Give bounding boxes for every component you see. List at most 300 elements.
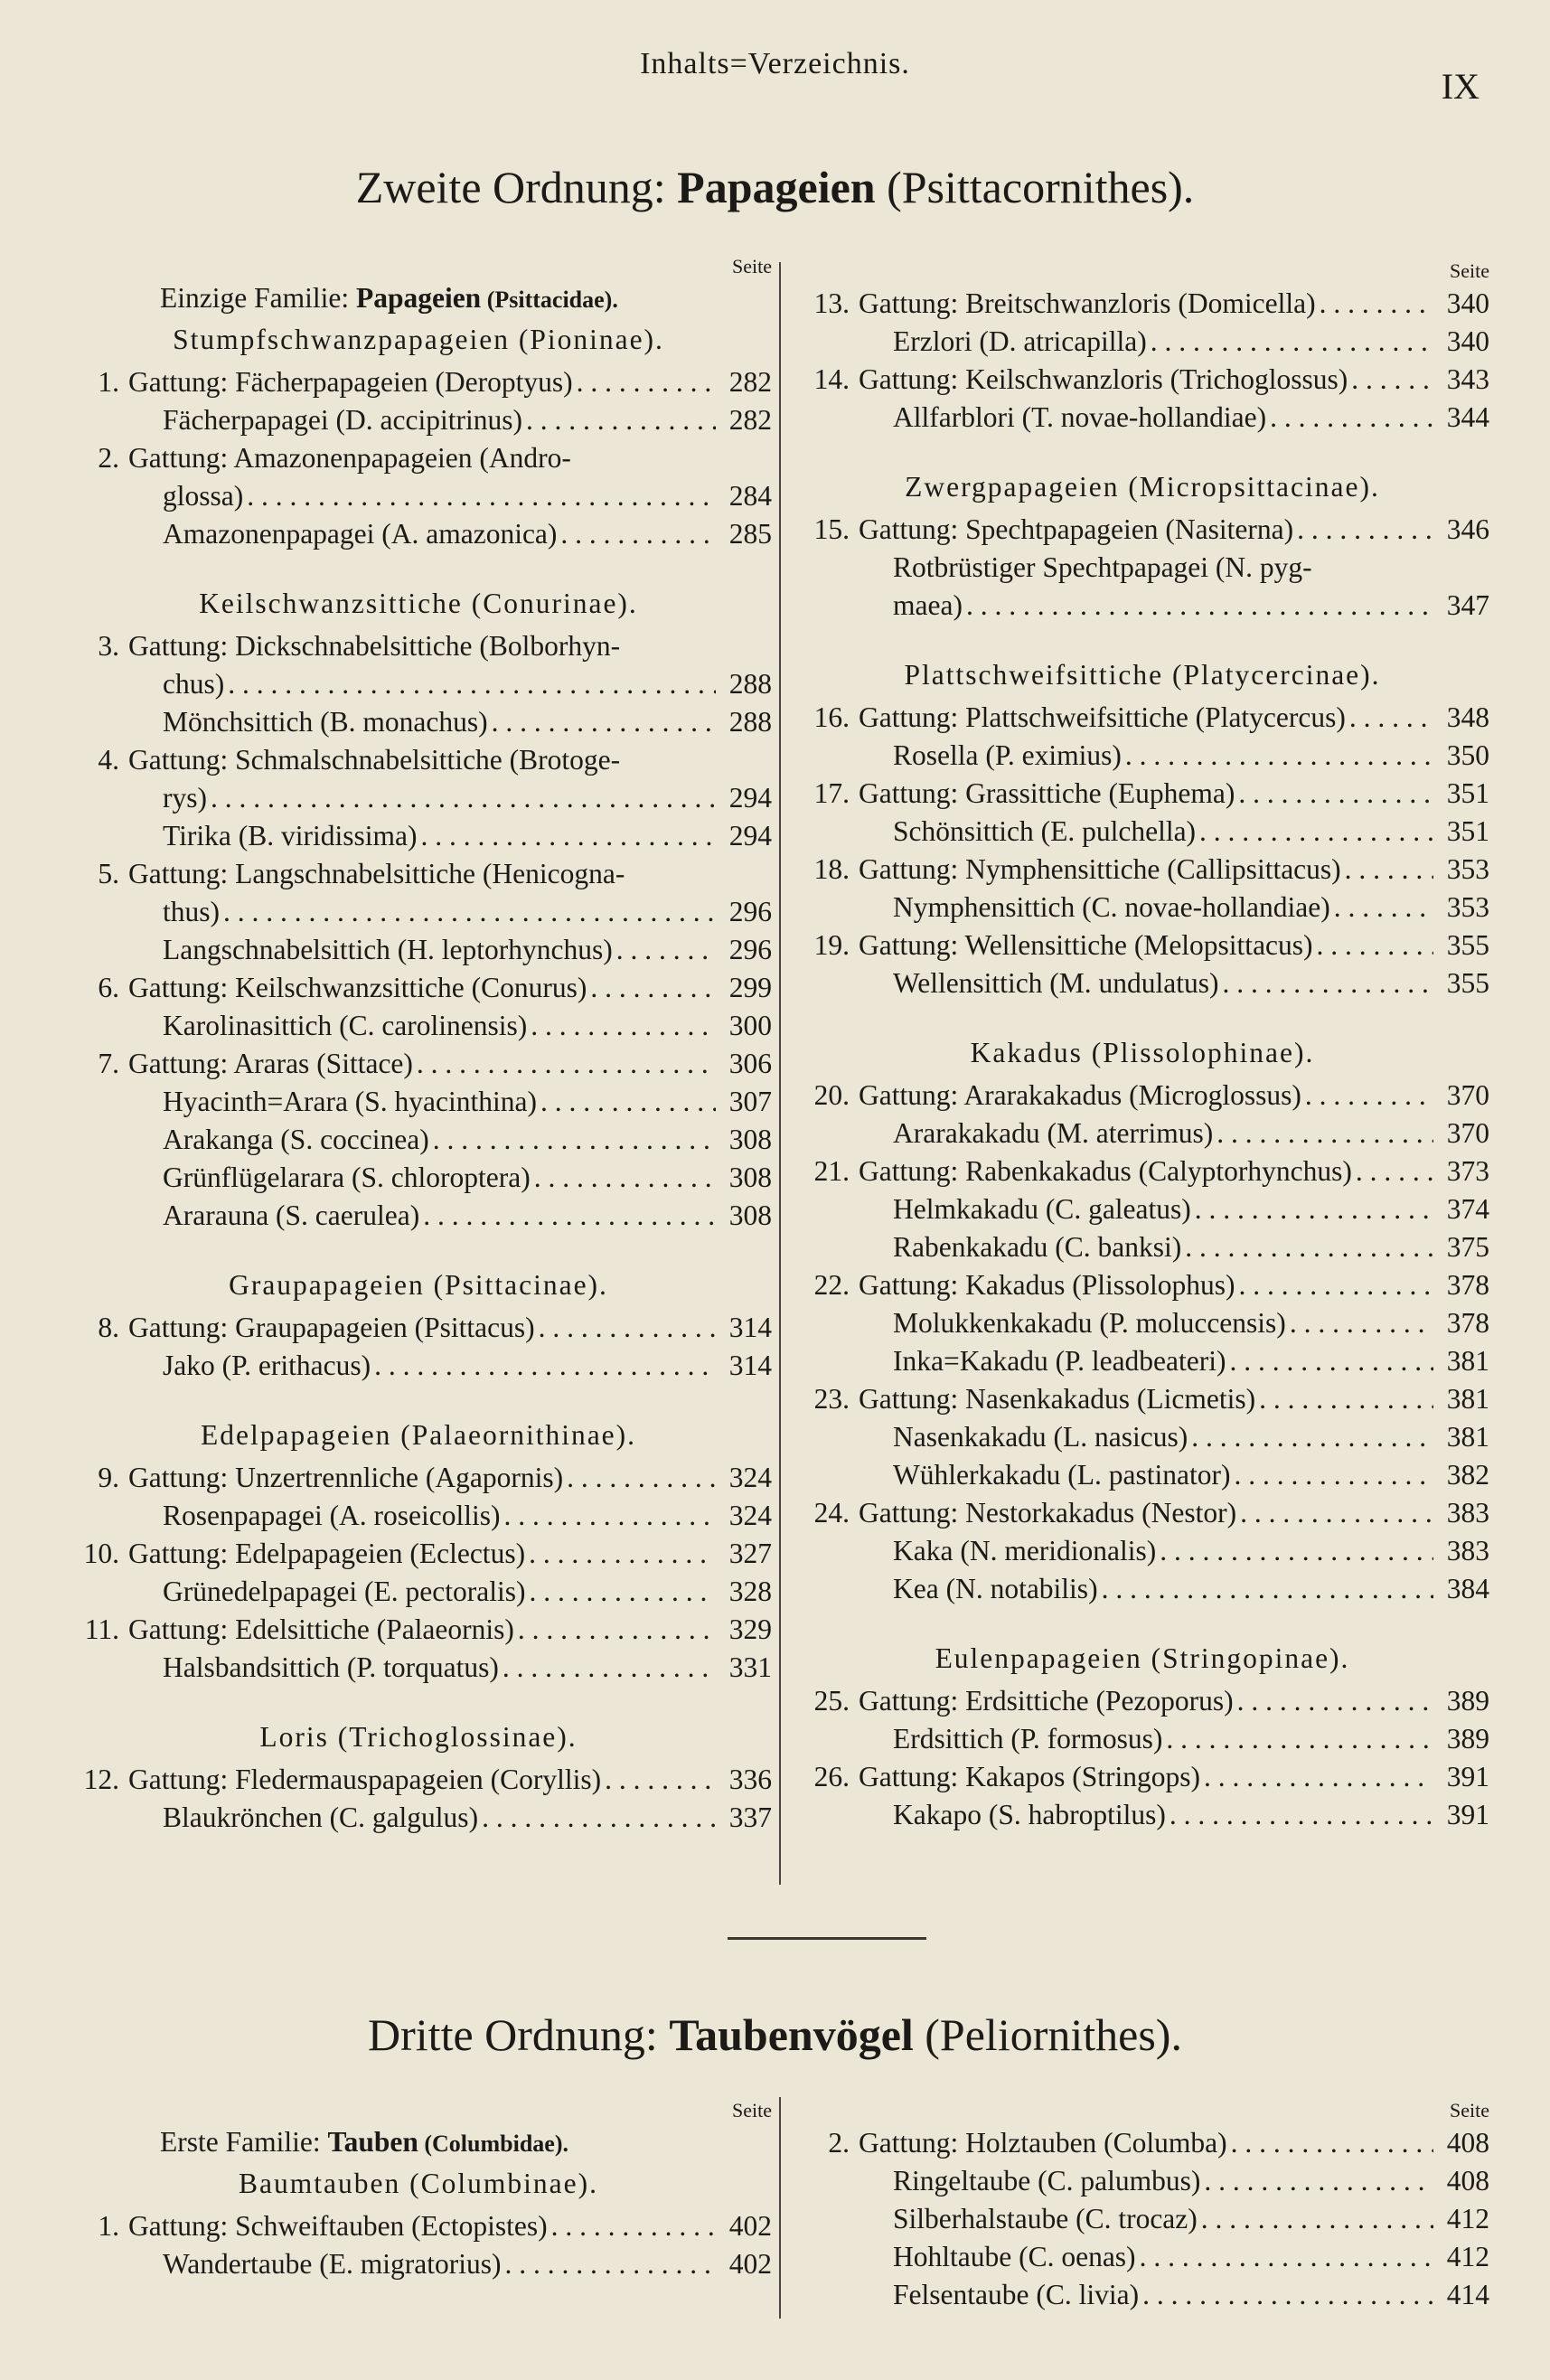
- species-entry: [65, 515, 772, 553]
- entry-text: Wühlerkakadu (L. pastinator): [893, 1459, 1231, 1491]
- page-ref: 355: [1446, 967, 1489, 999]
- page-ref: 381: [1446, 1383, 1489, 1415]
- order-2-title-latin: (Psittacornithes).: [875, 162, 1195, 212]
- species-entry: [795, 1720, 1489, 1758]
- species-entry: [795, 1418, 1489, 1456]
- entry-text: glossa): [163, 480, 244, 512]
- running-head: Inhalts=Verzeichnis.: [640, 47, 910, 80]
- page-ref: 300: [728, 1010, 772, 1041]
- dot-leader: [1297, 511, 1433, 549]
- species-entry: [65, 1197, 772, 1235]
- species-entry: [65, 1083, 772, 1121]
- genus-number: 8.: [98, 1312, 119, 1343]
- genus-number: 7.: [98, 1048, 119, 1079]
- entry-text: Arakanga (S. coccinea): [163, 1124, 429, 1155]
- entry-text: Erzlori (D. atricapilla): [893, 325, 1147, 357]
- genus-number: 23.: [813, 1383, 850, 1415]
- species-entry: [65, 401, 772, 439]
- entry-text: Ararakakadu (M. aterrimus): [893, 1117, 1214, 1149]
- section-divider-rule: [728, 1937, 926, 1940]
- dot-leader: [1320, 285, 1433, 323]
- page-ref: 288: [728, 668, 772, 700]
- entry-text: maea): [893, 589, 963, 621]
- dot-leader: [1102, 1570, 1433, 1608]
- dot-leader: [417, 1045, 716, 1083]
- dot-leader: [1334, 889, 1433, 927]
- page-ref: 329: [728, 1613, 772, 1645]
- dot-leader: [1290, 1304, 1433, 1342]
- genus-number: 24.: [813, 1497, 850, 1529]
- entry-text: Inka=Kakadu (P. leadbeateri): [893, 1345, 1226, 1377]
- page-ref: 324: [728, 1500, 772, 1531]
- subfamily-heading: Graupapageien (Psittacinae).: [229, 1269, 608, 1301]
- page-ref: 328: [728, 1576, 772, 1607]
- species-entry: [65, 1497, 772, 1535]
- page-number: IX: [1441, 66, 1480, 107]
- page-ref: 408: [1446, 2165, 1489, 2197]
- genus-number: 2.: [98, 442, 119, 474]
- genus-number: 11.: [84, 1613, 119, 1645]
- subfamily-heading: Kakadus (Plissolophinae).: [970, 1037, 1315, 1068]
- entry-text: Erdsittich (P. formosus): [893, 1723, 1163, 1754]
- dot-leader: [1234, 1456, 1433, 1494]
- genus-entry: [65, 439, 772, 477]
- page-ref: 370: [1446, 1117, 1489, 1149]
- family-heading: [65, 2124, 772, 2160]
- entry-text: rys): [163, 782, 207, 814]
- page-ref: 340: [1446, 287, 1489, 319]
- subfamily-heading: Plattschweifsittiche (Platycercinae).: [904, 659, 1381, 691]
- species-entry: [795, 1532, 1489, 1570]
- dot-leader: [560, 515, 716, 553]
- order-2-title: [0, 161, 1550, 213]
- dot-leader: [1229, 1342, 1433, 1380]
- page-ref: 299: [728, 972, 772, 1003]
- dot-leader: [518, 1611, 716, 1649]
- genus-number: 21.: [813, 1155, 850, 1187]
- species-entry: [65, 1573, 772, 1611]
- genus-entry: [795, 1758, 1489, 1796]
- entry-text: Gattung: Nasenkakadus (Licmetis): [859, 1383, 1256, 1415]
- entry-text: Gattung: Breitschwanzloris (Domicella): [859, 287, 1316, 319]
- page-ref: 344: [1446, 401, 1489, 433]
- page-ref: 383: [1446, 1535, 1489, 1566]
- species-entry: [795, 2276, 1489, 2314]
- genus-number: 20.: [813, 1079, 850, 1111]
- genus-number: 13.: [813, 287, 850, 319]
- page-ref: 402: [728, 2210, 772, 2242]
- dot-leader: [567, 1459, 716, 1497]
- entry-text: Gattung: Kakapos (Stringops): [859, 1761, 1200, 1792]
- page-ref: 294: [728, 820, 772, 851]
- genus-number: 9.: [98, 1462, 119, 1493]
- entry-text: Gattung: Keilschwanzsittiche (Conurus): [128, 972, 587, 1003]
- entry-text: Gattung: Fledermauspapageien (Coryllis): [128, 1764, 602, 1795]
- species-entry: [795, 323, 1489, 361]
- dot-leader: [1223, 964, 1433, 1002]
- dot-leader: [1204, 2162, 1433, 2200]
- entry-text: Silberhalstaube (C. trocaz): [893, 2203, 1198, 2234]
- dot-leader: [482, 1799, 716, 1837]
- continuation-line: [795, 587, 1489, 625]
- genus-number: 22.: [813, 1269, 850, 1301]
- dot-leader: [1160, 1532, 1433, 1570]
- entry-text: Helmkakadu (C. galeatus): [893, 1193, 1191, 1225]
- entry-text: Gattung: Keilschwanzloris (Trichoglossus): [859, 363, 1348, 395]
- species-entry: [795, 964, 1489, 1002]
- page-ref: 389: [1446, 1723, 1489, 1754]
- genus-entry: [795, 1494, 1489, 1532]
- entry-text: Mönchsittich (B. monachus): [163, 706, 488, 738]
- dot-leader: [1170, 1796, 1433, 1834]
- page-ref: 378: [1446, 1307, 1489, 1339]
- entry-text: Gattung: Kakadus (Plissolophus): [859, 1269, 1235, 1301]
- dot-leader: [1199, 813, 1433, 851]
- order-2-left-column: [65, 253, 772, 1837]
- page-ref: 408: [1446, 2127, 1489, 2159]
- page-ref: 314: [728, 1350, 772, 1381]
- entry-text: Gattung: Rabenkakadus (Calyptorhynchus): [859, 1155, 1352, 1187]
- entry-text: Allfarblori (T. novae-hollandiae): [893, 401, 1267, 433]
- genus-number: 16.: [813, 701, 850, 733]
- genus-entry: [65, 969, 772, 1007]
- page-ref: 314: [728, 1312, 772, 1343]
- order-2-title-prefix: Zweite Ordnung:: [355, 162, 678, 212]
- subfamily-heading: Zwergpapageien (Micropsittacinae).: [905, 471, 1380, 503]
- species-entry: [795, 1342, 1489, 1380]
- family-prefix: Einzige Familie:: [160, 282, 356, 314]
- entry-text: Gattung: Wellensittiche (Melopsittacus): [859, 929, 1313, 961]
- dot-leader: [1317, 927, 1433, 964]
- page-ref: 351: [1446, 777, 1489, 809]
- dot-leader: [1151, 323, 1433, 361]
- order-3-title-latin: (Peliornithes).: [913, 2009, 1182, 2060]
- species-entry: [795, 1115, 1489, 1152]
- page-ref: 343: [1446, 363, 1489, 395]
- genus-entry: [795, 511, 1489, 549]
- page-ref: 375: [1446, 1231, 1489, 1263]
- page-ref: 412: [1446, 2241, 1489, 2272]
- subfamily-heading: Eulenpapageien (Stringopinae).: [935, 1642, 1350, 1674]
- page-ref: 340: [1446, 325, 1489, 357]
- genus-entry: [65, 1535, 772, 1573]
- order-2-title-main: Papageien: [677, 162, 876, 212]
- dot-leader: [539, 1309, 716, 1347]
- dot-leader: [534, 1159, 716, 1197]
- entry-text: Gattung: Edelsittiche (Palaeornis): [128, 1613, 514, 1645]
- page-ref: 378: [1446, 1269, 1489, 1301]
- genus-entry: [65, 855, 772, 893]
- species-entry: [795, 2238, 1489, 2276]
- entry-text: Gattung: Nestorkakadus (Nestor): [859, 1497, 1237, 1529]
- entry-text: Gattung: Spechtpapageien (Nasiterna): [859, 513, 1294, 545]
- genus-number: 6.: [98, 972, 119, 1003]
- order-3-left-column: [65, 2097, 772, 2283]
- subfamily-heading: Stumpfschwanzpapageien (Pioninae).: [173, 324, 664, 355]
- entry-text: Gattung: Edelpapageien (Eclectus): [128, 1538, 526, 1569]
- dot-leader: [423, 1197, 716, 1235]
- dot-leader: [1195, 1190, 1433, 1228]
- seite-label: Seite: [732, 2099, 772, 2121]
- page-ref: 412: [1446, 2203, 1489, 2234]
- entry-text: Molukkenkakadu (P. moluccensis): [893, 1307, 1286, 1339]
- page-ref: 324: [728, 1462, 772, 1493]
- entry-text: Schönsittich (E. pulchella): [893, 815, 1197, 847]
- genus-number: 25.: [813, 1685, 850, 1717]
- page-ref: 351: [1446, 815, 1489, 847]
- continuation-line: [65, 477, 772, 515]
- page-ref: 331: [728, 1651, 772, 1683]
- genus-number: 4.: [98, 744, 119, 776]
- genus-number: 15.: [813, 513, 850, 545]
- entry-text: Gattung: Ararakakadus (Microglossus): [859, 1079, 1301, 1111]
- dot-leader: [1356, 1152, 1433, 1190]
- dot-leader: [605, 1761, 716, 1799]
- page-ref: 347: [1446, 589, 1489, 621]
- page-ref: 381: [1446, 1421, 1489, 1453]
- genus-number: 5.: [98, 858, 119, 889]
- dot-leader: [504, 1497, 716, 1535]
- entry-text: Jako (P. erithacus): [163, 1350, 371, 1381]
- page-ref: 402: [728, 2248, 772, 2280]
- entry-text: Gattung: Schmalschnabelsittiche (Brotoge-: [128, 744, 621, 776]
- page-ref: 336: [728, 1764, 772, 1795]
- dot-leader: [1204, 1758, 1433, 1796]
- dot-leader: [1231, 2124, 1433, 2162]
- species-entry: [795, 737, 1489, 775]
- column-divider-lower: [779, 2097, 781, 2319]
- entry-text: Gattung: Unzertrennliche (Agapornis): [128, 1462, 564, 1493]
- genus-number: 12.: [83, 1764, 119, 1795]
- genus-entry: [795, 775, 1489, 813]
- continuation-line: [65, 779, 772, 817]
- page-ref: 350: [1446, 739, 1489, 771]
- page-ref: 282: [728, 366, 772, 398]
- dot-leader: [1185, 1228, 1433, 1266]
- subfamily-heading: Baumtauben (Columbinae).: [239, 2168, 598, 2199]
- species-entry: [65, 1121, 772, 1159]
- species-entry: [65, 1159, 772, 1197]
- entry-text: Gattung: Grassittiche (Euphema): [859, 777, 1235, 809]
- dot-leader: [420, 817, 716, 855]
- page-ref: 391: [1446, 1761, 1489, 1792]
- subfamily-heading: Keilschwanzsittiche (Conurinae).: [199, 588, 638, 619]
- subfamily-heading: Edelpapageien (Palaeornithinae).: [200, 1419, 637, 1451]
- family-name: Tauben: [327, 2126, 418, 2158]
- page-ref: 384: [1446, 1573, 1489, 1604]
- page-ref: 306: [728, 1048, 772, 1079]
- order-3-title-prefix: Dritte Ordnung:: [368, 2009, 670, 2060]
- genus-entry: [65, 2207, 772, 2245]
- family-heading: [65, 280, 772, 316]
- page-ref: 381: [1446, 1345, 1489, 1377]
- genus-number: 1.: [98, 366, 119, 398]
- genus-number: 3.: [98, 630, 119, 662]
- entry-text: Rabenkakadu (C. banksi): [893, 1231, 1182, 1263]
- dot-leader: [492, 703, 716, 741]
- entry-text: Karolinasittich (C. carolinensis): [163, 1010, 528, 1041]
- entry-text: Amazonenpapagei (A. amazonica): [163, 518, 558, 550]
- dot-leader: [1238, 775, 1433, 813]
- genus-number: 2.: [828, 2127, 850, 2159]
- entry-text: Rotbrüstiger Spechtpapagei (N. pyg-: [893, 551, 1312, 583]
- species-entry: [65, 931, 772, 969]
- entry-text: Kea (N. notabilis): [893, 1573, 1098, 1604]
- entry-text: Ararauna (S. caerulea): [163, 1199, 420, 1231]
- genus-number: 10.: [83, 1538, 119, 1569]
- genus-entry: [795, 699, 1489, 737]
- entry-text: Kaka (N. meridionalis): [893, 1535, 1157, 1566]
- dot-leader: [1166, 1720, 1433, 1758]
- entry-text: Gattung: Araras (Sittace): [128, 1048, 413, 1079]
- page-ref: 370: [1446, 1079, 1489, 1111]
- entry-text: Wandertaube (E. migratorius): [163, 2248, 502, 2280]
- dot-leader: [1201, 2200, 1433, 2238]
- genus-entry: [795, 1152, 1489, 1190]
- species-entry: [795, 889, 1489, 927]
- order-3-title-main: Taubenvögel: [669, 2009, 914, 2060]
- page-ref: 383: [1446, 1497, 1489, 1529]
- species-entry: [65, 703, 772, 741]
- species-entry: [795, 1796, 1489, 1834]
- entry-text: Gattung: Langschnabelsittiche (Henicogna-: [128, 858, 625, 889]
- dot-leader: [551, 2207, 716, 2245]
- dot-leader: [504, 2245, 716, 2283]
- entry-text: Gattung: Schweiftauben (Ectopistes): [128, 2210, 548, 2242]
- dot-leader: [526, 401, 716, 439]
- entry-text: Grünflügelarara (S. chloroptera): [163, 1162, 531, 1193]
- genus-entry: [65, 1309, 772, 1347]
- dot-leader: [1191, 1418, 1433, 1456]
- order-2-right-column: [795, 258, 1489, 1834]
- entry-text: Gattung: Holztauben (Columba): [859, 2127, 1227, 2159]
- entry-text: Gattung: Erdsittiche (Pezoporus): [859, 1685, 1234, 1717]
- species-entry: [795, 399, 1489, 437]
- dot-leader: [590, 969, 716, 1007]
- dot-leader: [1125, 737, 1433, 775]
- entry-text: Hohltaube (C. oenas): [893, 2241, 1136, 2272]
- species-entry: [65, 2245, 772, 2283]
- page-ref: 282: [728, 404, 772, 436]
- page-ref: 373: [1446, 1155, 1489, 1187]
- genus-number: 14.: [813, 363, 850, 395]
- dot-leader: [1237, 1682, 1433, 1720]
- dot-leader: [577, 363, 716, 401]
- genus-entry: [65, 1459, 772, 1497]
- dot-leader: [228, 665, 716, 703]
- entry-text: Kakapo (S. habroptilus): [893, 1799, 1166, 1830]
- dot-leader: [529, 1535, 716, 1573]
- species-entry: [795, 1304, 1489, 1342]
- species-entry: [795, 1570, 1489, 1608]
- dot-leader: [374, 1347, 716, 1385]
- species-entry: [795, 1228, 1489, 1266]
- page-ref: 296: [728, 896, 772, 927]
- continuation-line: [65, 665, 772, 703]
- page-ref: 382: [1446, 1459, 1489, 1491]
- page-ref: 374: [1446, 1193, 1489, 1225]
- species-entry: [65, 817, 772, 855]
- genus-entry: [65, 1761, 772, 1799]
- species-entry: [795, 813, 1489, 851]
- genus-number: 26.: [813, 1761, 850, 1792]
- page-ref: 391: [1446, 1799, 1489, 1830]
- page-ref: 327: [728, 1538, 772, 1569]
- dot-leader: [529, 1573, 716, 1611]
- entry-text: Hyacinth=Arara (S. hyacinthina): [163, 1086, 537, 1117]
- page-ref: 294: [728, 782, 772, 814]
- family-latin: (Psittacidae).: [481, 287, 618, 313]
- species-entry: [65, 1799, 772, 1837]
- genus-entry: [795, 1077, 1489, 1115]
- genus-entry: [65, 363, 772, 401]
- page-ref: 288: [728, 706, 772, 738]
- genus-number: 18.: [813, 853, 850, 885]
- entry-text: Gattung: Graupapageien (Psittacus): [128, 1312, 535, 1343]
- genus-entry: [65, 627, 772, 665]
- entry-text: Gattung: Nymphensittiche (Callipsittacus): [859, 853, 1341, 885]
- entry-text: Rosenpapagei (A. roseicollis): [163, 1500, 501, 1531]
- page-ref: 307: [728, 1086, 772, 1117]
- dot-leader: [966, 587, 1433, 625]
- dot-leader: [433, 1121, 716, 1159]
- genus-entry: [795, 1682, 1489, 1720]
- genus-entry: [65, 741, 772, 779]
- entry-text: Blaukrönchen (C. galgulus): [163, 1801, 479, 1833]
- dot-leader: [1305, 1077, 1433, 1115]
- subfamily-heading: Loris (Trichoglossinae).: [259, 1721, 578, 1753]
- genus-entry: [65, 1611, 772, 1649]
- dot-leader: [1140, 2238, 1433, 2276]
- genus-entry: [795, 2124, 1489, 2162]
- page-ref: 346: [1446, 513, 1489, 545]
- genus-entry: [795, 927, 1489, 964]
- entry-text: Ringeltaube (C. palumbus): [893, 2165, 1201, 2197]
- dot-leader: [211, 779, 716, 817]
- dot-leader: [1238, 1266, 1433, 1304]
- entry-text: Tirika (B. viridissima): [163, 820, 418, 851]
- page-ref: 296: [728, 934, 772, 965]
- entry-text: Gattung: Fächerpapageien (Deroptyus): [128, 366, 573, 398]
- dot-leader: [531, 1007, 716, 1045]
- dot-leader: [1240, 1494, 1433, 1532]
- dot-leader: [1351, 361, 1433, 399]
- page-ref: 285: [728, 518, 772, 550]
- entry-text: Langschnabelsittich (H. leptorhynchus): [163, 934, 613, 965]
- dot-leader: [1270, 399, 1433, 437]
- genus-number: 17.: [813, 777, 850, 809]
- entry-text: chus): [163, 668, 225, 700]
- genus-number: 1.: [98, 2210, 119, 2242]
- entry-text: thus): [163, 896, 220, 927]
- dot-leader: [540, 1083, 716, 1121]
- dot-leader: [616, 931, 716, 969]
- genus-entry: [65, 1045, 772, 1083]
- species-entry: [795, 1190, 1489, 1228]
- order-3-title: [0, 2008, 1550, 2061]
- continuation-line: [65, 893, 772, 931]
- entry-text: Felsentaube (C. livia): [893, 2279, 1140, 2310]
- family-name: Papageien: [355, 282, 482, 314]
- dot-leader: [247, 477, 716, 515]
- page-ref: 355: [1446, 929, 1489, 961]
- genus-entry: [795, 1380, 1489, 1418]
- page-ref: 308: [728, 1162, 772, 1193]
- species-entry: [795, 2162, 1489, 2200]
- entry-text: Halsbandsittich (P. torquatus): [163, 1651, 499, 1683]
- page-ref: 389: [1446, 1685, 1489, 1717]
- family-latin: (Columbidae).: [418, 2131, 568, 2157]
